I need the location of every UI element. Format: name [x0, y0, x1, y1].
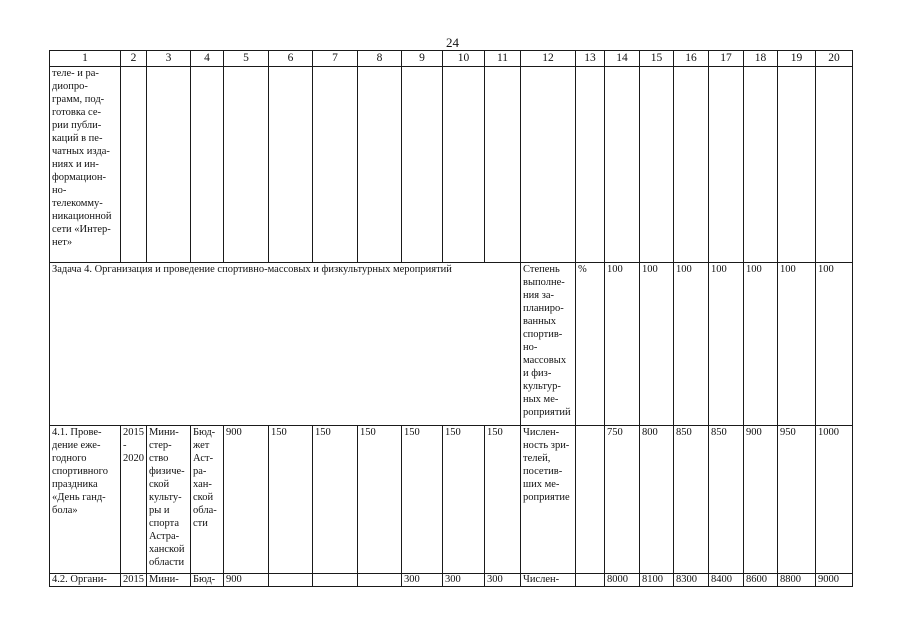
finance-cell	[358, 574, 402, 587]
table-cell	[269, 67, 313, 263]
finance-cell: 150	[358, 426, 402, 574]
col-header: 18	[744, 51, 778, 67]
value-cell: 9000	[816, 574, 853, 587]
value-cell: 8000	[605, 574, 640, 587]
col-header: 9	[402, 51, 443, 67]
value-cell: 8600	[744, 574, 778, 587]
finance-cell: 900	[224, 426, 269, 574]
header-row	[50, 51, 853, 67]
col-header: 5	[224, 51, 269, 67]
col-header: 10	[443, 51, 485, 67]
indicator-cell: Числен- ность зри- телей, посетив- ших ме- роприятие	[521, 426, 576, 574]
measure-name-cell: 4.2. Органи-	[50, 574, 121, 587]
unit-cell	[576, 574, 605, 587]
program-table	[49, 50, 853, 587]
value-cell: 800	[640, 426, 674, 574]
value-cell: 750	[605, 426, 640, 574]
finance-cell: 900	[224, 574, 269, 587]
finance-cell: 150	[269, 426, 313, 574]
table-cell	[709, 67, 744, 263]
finance-cell	[313, 574, 358, 587]
col-header: 4	[191, 51, 224, 67]
value-cell: 100	[778, 263, 816, 426]
finance-cell	[269, 574, 313, 587]
col-header: 17	[709, 51, 744, 67]
value-cell: 100	[605, 263, 640, 426]
value-cell: 1000	[816, 426, 853, 574]
table-cell	[521, 67, 576, 263]
table-cell	[576, 67, 605, 263]
value-cell: 100	[709, 263, 744, 426]
value-cell: 950	[778, 426, 816, 574]
table-cell	[485, 67, 521, 263]
table-cell	[443, 67, 485, 263]
table-cell	[358, 67, 402, 263]
value-cell: 8100	[640, 574, 674, 587]
table-cell	[147, 67, 191, 263]
finance-cell: 150	[485, 426, 521, 574]
table-cell	[224, 67, 269, 263]
table-row	[50, 426, 853, 574]
period-cell: 2015	[121, 574, 147, 587]
unit-cell	[576, 426, 605, 574]
col-header: 3	[147, 51, 191, 67]
col-header: 14	[605, 51, 640, 67]
table-row	[50, 263, 853, 426]
col-header: 13	[576, 51, 605, 67]
table-cell	[313, 67, 358, 263]
col-header: 20	[816, 51, 853, 67]
indicator-cell: Степень выполне- ния за- планиро- ванных спортив- но- массовых и физ- культур- ных ме- роприятий	[521, 263, 576, 426]
table-cell	[744, 67, 778, 263]
table-cell	[778, 67, 816, 263]
value-cell: 100	[674, 263, 709, 426]
col-header: 11	[485, 51, 521, 67]
finance-cell: 300	[402, 574, 443, 587]
value-cell: 8800	[778, 574, 816, 587]
value-cell: 100	[744, 263, 778, 426]
value-cell: 100	[640, 263, 674, 426]
col-header: 19	[778, 51, 816, 67]
col-header: 16	[674, 51, 709, 67]
finance-cell: 150	[443, 426, 485, 574]
finance-cell: 150	[402, 426, 443, 574]
col-header: 15	[640, 51, 674, 67]
value-cell: 100	[816, 263, 853, 426]
unit-cell: %	[576, 263, 605, 426]
task-title-cell: Задача 4. Организация и проведение спортивно-массовых и физкультурных мероприятий	[50, 263, 521, 426]
executor-cell: Мини- стер- ство физиче- ской культу- ры и спорта Астра- ханской области	[147, 426, 191, 574]
value-cell: 850	[674, 426, 709, 574]
table-cell	[816, 67, 853, 263]
executor-cell: Мини-	[147, 574, 191, 587]
value-cell: 900	[744, 426, 778, 574]
col-header: 8	[358, 51, 402, 67]
col-header: 6	[269, 51, 313, 67]
col-header: 2	[121, 51, 147, 67]
indicator-cell: Числен-	[521, 574, 576, 587]
source-cell: Бюд-	[191, 574, 224, 587]
period-cell: 2015 - 2020	[121, 426, 147, 574]
value-cell: 850	[709, 426, 744, 574]
measure-name-cell: 4.1. Прове- дение еже- годного спортивного праздника «День ганд- бола»	[50, 426, 121, 574]
measure-name-cell: теле- и ра- диопро- грамм, под- готовка се- рии публи- каций в пе- чатных изда- ниях и ин- формацион- но- телекомму- никационной сети «Интер- нет»	[50, 67, 121, 263]
col-header: 1	[50, 51, 121, 67]
table-cell	[402, 67, 443, 263]
table-row	[50, 574, 853, 587]
value-cell: 8300	[674, 574, 709, 587]
finance-cell: 150	[313, 426, 358, 574]
table-cell	[674, 67, 709, 263]
table-cell	[605, 67, 640, 263]
col-header: 12	[521, 51, 576, 67]
source-cell: Бюд- жет Аст- ра- хан- ской обла- сти	[191, 426, 224, 574]
finance-cell: 300	[443, 574, 485, 587]
table-cell	[191, 67, 224, 263]
table-cell	[121, 67, 147, 263]
col-header: 7	[313, 51, 358, 67]
finance-cell: 300	[485, 574, 521, 587]
table-cell	[640, 67, 674, 263]
page-number: 24	[446, 35, 459, 50]
value-cell: 8400	[709, 574, 744, 587]
table-row	[50, 67, 853, 263]
